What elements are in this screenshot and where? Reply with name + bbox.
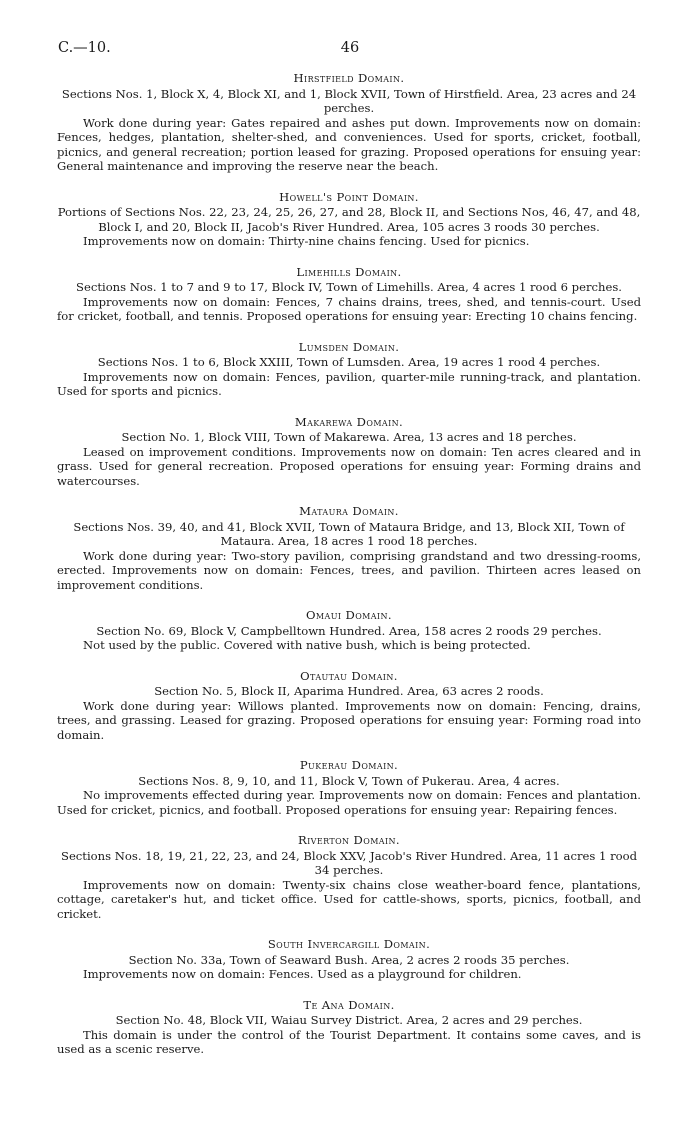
domain-title: Makarewa Domain. [294, 414, 404, 429]
domain-title: Limehills Domain. [296, 264, 402, 279]
domain-title: Hirstfield Domain. [293, 71, 405, 85]
domain-list [57, 71, 641, 1073]
domain-title: South Invercargill Domain. [267, 937, 431, 951]
domain-section [57, 71, 641, 174]
page-number: 46 [340, 40, 360, 56]
domain-location: Section No. 1, Block VIII, Town of Makarewa. Area, 13 acres and 18 perches. [121, 430, 577, 444]
domain-description: Improvements now on domain: Fences, 7 chains drains, trees, shed, and tennis-court. Used for cricket, football, and tennis. Proposed operations for ensuing year: Erecting 10 chains fencing. [57, 294, 641, 323]
domain-description: Work done during year: Willows planted. Improvements now on domain: Fencing, drains, trees, and grassing. Leased for grazing. Proposed operations for ensuing year: Forming road into domain. [57, 698, 641, 742]
domain-description: No improvements effected during year. Improvements now on domain: Fences and plantation. Used for cricket, picnics, and football. Proposed operations for ensuing year: Repairing fences. [57, 788, 641, 817]
domain-location: Sections Nos. 39, 40, and 41, Block XVII, Town of Mataura Bridge, and 13, Block XII, Town of Mataura. Area, 18 acres 1 rood 18 perches. [73, 519, 625, 548]
domain-description: Improvements now on domain: Thirty-nine chains fencing. Used for picnics. [83, 234, 530, 248]
domain-location: Section No. 33a, Town of Seaward Bush. Area, 2 acres 2 roods 35 perches. [128, 952, 570, 967]
domain-title: Howell's Point Domain. [279, 189, 419, 204]
domain-section [57, 833, 641, 921]
domain-location: Sections Nos. 1 to 6, Block XXIII, Town of Lumsden. Area, 19 acres 1 rood 4 perches. [97, 355, 601, 369]
domain-title: Pukerau Domain. [299, 758, 399, 772]
domain-description: Improvements now on domain: Fences, pavilion, quarter-mile running-track, and plantation. Used for sports and picnics. [57, 369, 641, 398]
domain-location: Sections Nos. 1, Block X, 4, Block XI, and 1, Block XVII, Town of Hirstfield. Area, 23 acres and 24 perches. [61, 86, 637, 115]
domain-location: Portions of Sections Nos. 22, 23, 24, 25, 26, 27, and 28, Block II, and Sections Nos, 46, 47, and 48, Block I, and 20, Block II, Jacob's River Hundred. Area, 105 acres 3 roods 30 perches. [57, 205, 641, 234]
domain-description: Work done during year: Two-story pavilion, comprising grandstand and two dressing-rooms, erected. Improvements now on domain: Fences, trees, and pavilion. Thirteen acres leased on improvement conditions. [57, 548, 641, 592]
domain-section [57, 937, 641, 982]
domain-title: Omaui Domain. [306, 608, 392, 622]
domain-location: Section No. 5, Block II, Aparima Hundred. Area, 63 acres 2 roods. [154, 684, 544, 698]
domain-title: Lumsden Domain. [298, 339, 400, 354]
domain-description: Leased on improvement conditions. Improvements now on domain: Ten acres cleared and in grass. Used for general recreation. Proposed operations for ensuing year: Forming drains and watercourses. [57, 444, 641, 488]
domain-title: Otautau Domain. [300, 668, 398, 683]
domain-location: Sections Nos. 18, 19, 21, 22, 23, and 24, Block XXV, Jacob's River Hundred. Area, 11 acres 1 rood 34 perches. [61, 848, 637, 877]
domain-section [57, 608, 641, 653]
domain-location: Section No. 69, Block V, Campbelltown Hundred. Area, 158 acres 2 roods 29 perches. [96, 623, 602, 638]
domain-description: Improvements now on domain: Fences. Used as a playground for children. [83, 967, 522, 981]
domain-section [57, 415, 641, 489]
domain-section [57, 504, 641, 592]
page-header [58, 40, 642, 58]
domain-location: Sections Nos. 1 to 7 and 9 to 17, Block IV, Town of Limehills. Area, 4 acres 1 rood 6 perches. [76, 280, 622, 294]
domain-description: This domain is under the control of the Tourist Department. It contains some caves, and is used as a scenic reserve. [57, 1027, 641, 1056]
domain-location: Section No. 48, Block VII, Waiau Survey District. Area, 2 acres and 29 perches. [115, 1013, 583, 1027]
domain-description: Not used by the public. Covered with native bush, which is being protected. [83, 638, 531, 652]
domain-title: Riverton Domain. [297, 833, 401, 847]
domain-section [57, 190, 641, 249]
domain-location: Sections Nos. 8, 9, 10, and 11, Block V, Town of Pukerau. Area, 4 acres. [138, 773, 560, 788]
domain-description: Work done during year: Gates repaired and ashes put down. Improvements now on domain: Fences, hedges, plantation, shelter-shed, and conveniences. Used for sports, cricket, football, picnics, and general recreation; portion leased for grazing. Proposed operations for ensuing year: General maintenance and improving the reserve near the beach. [57, 115, 641, 173]
domain-description: Improvements now on domain: Twenty-six chains close weather-board fence, plantations, cottage, caretaker's hut, and ticket office. Used for cattle-shows, sports, picnics, football, and cricket. [57, 877, 641, 921]
domain-section [57, 998, 641, 1057]
domain-section [57, 758, 641, 817]
domain-section [57, 265, 641, 324]
domain-section [57, 669, 641, 743]
domain-section [57, 340, 641, 399]
domain-title: Mataura Domain. [299, 504, 399, 518]
report-reference: C.—10. [58, 40, 111, 56]
domain-title: Te Ana Domain. [303, 997, 395, 1012]
